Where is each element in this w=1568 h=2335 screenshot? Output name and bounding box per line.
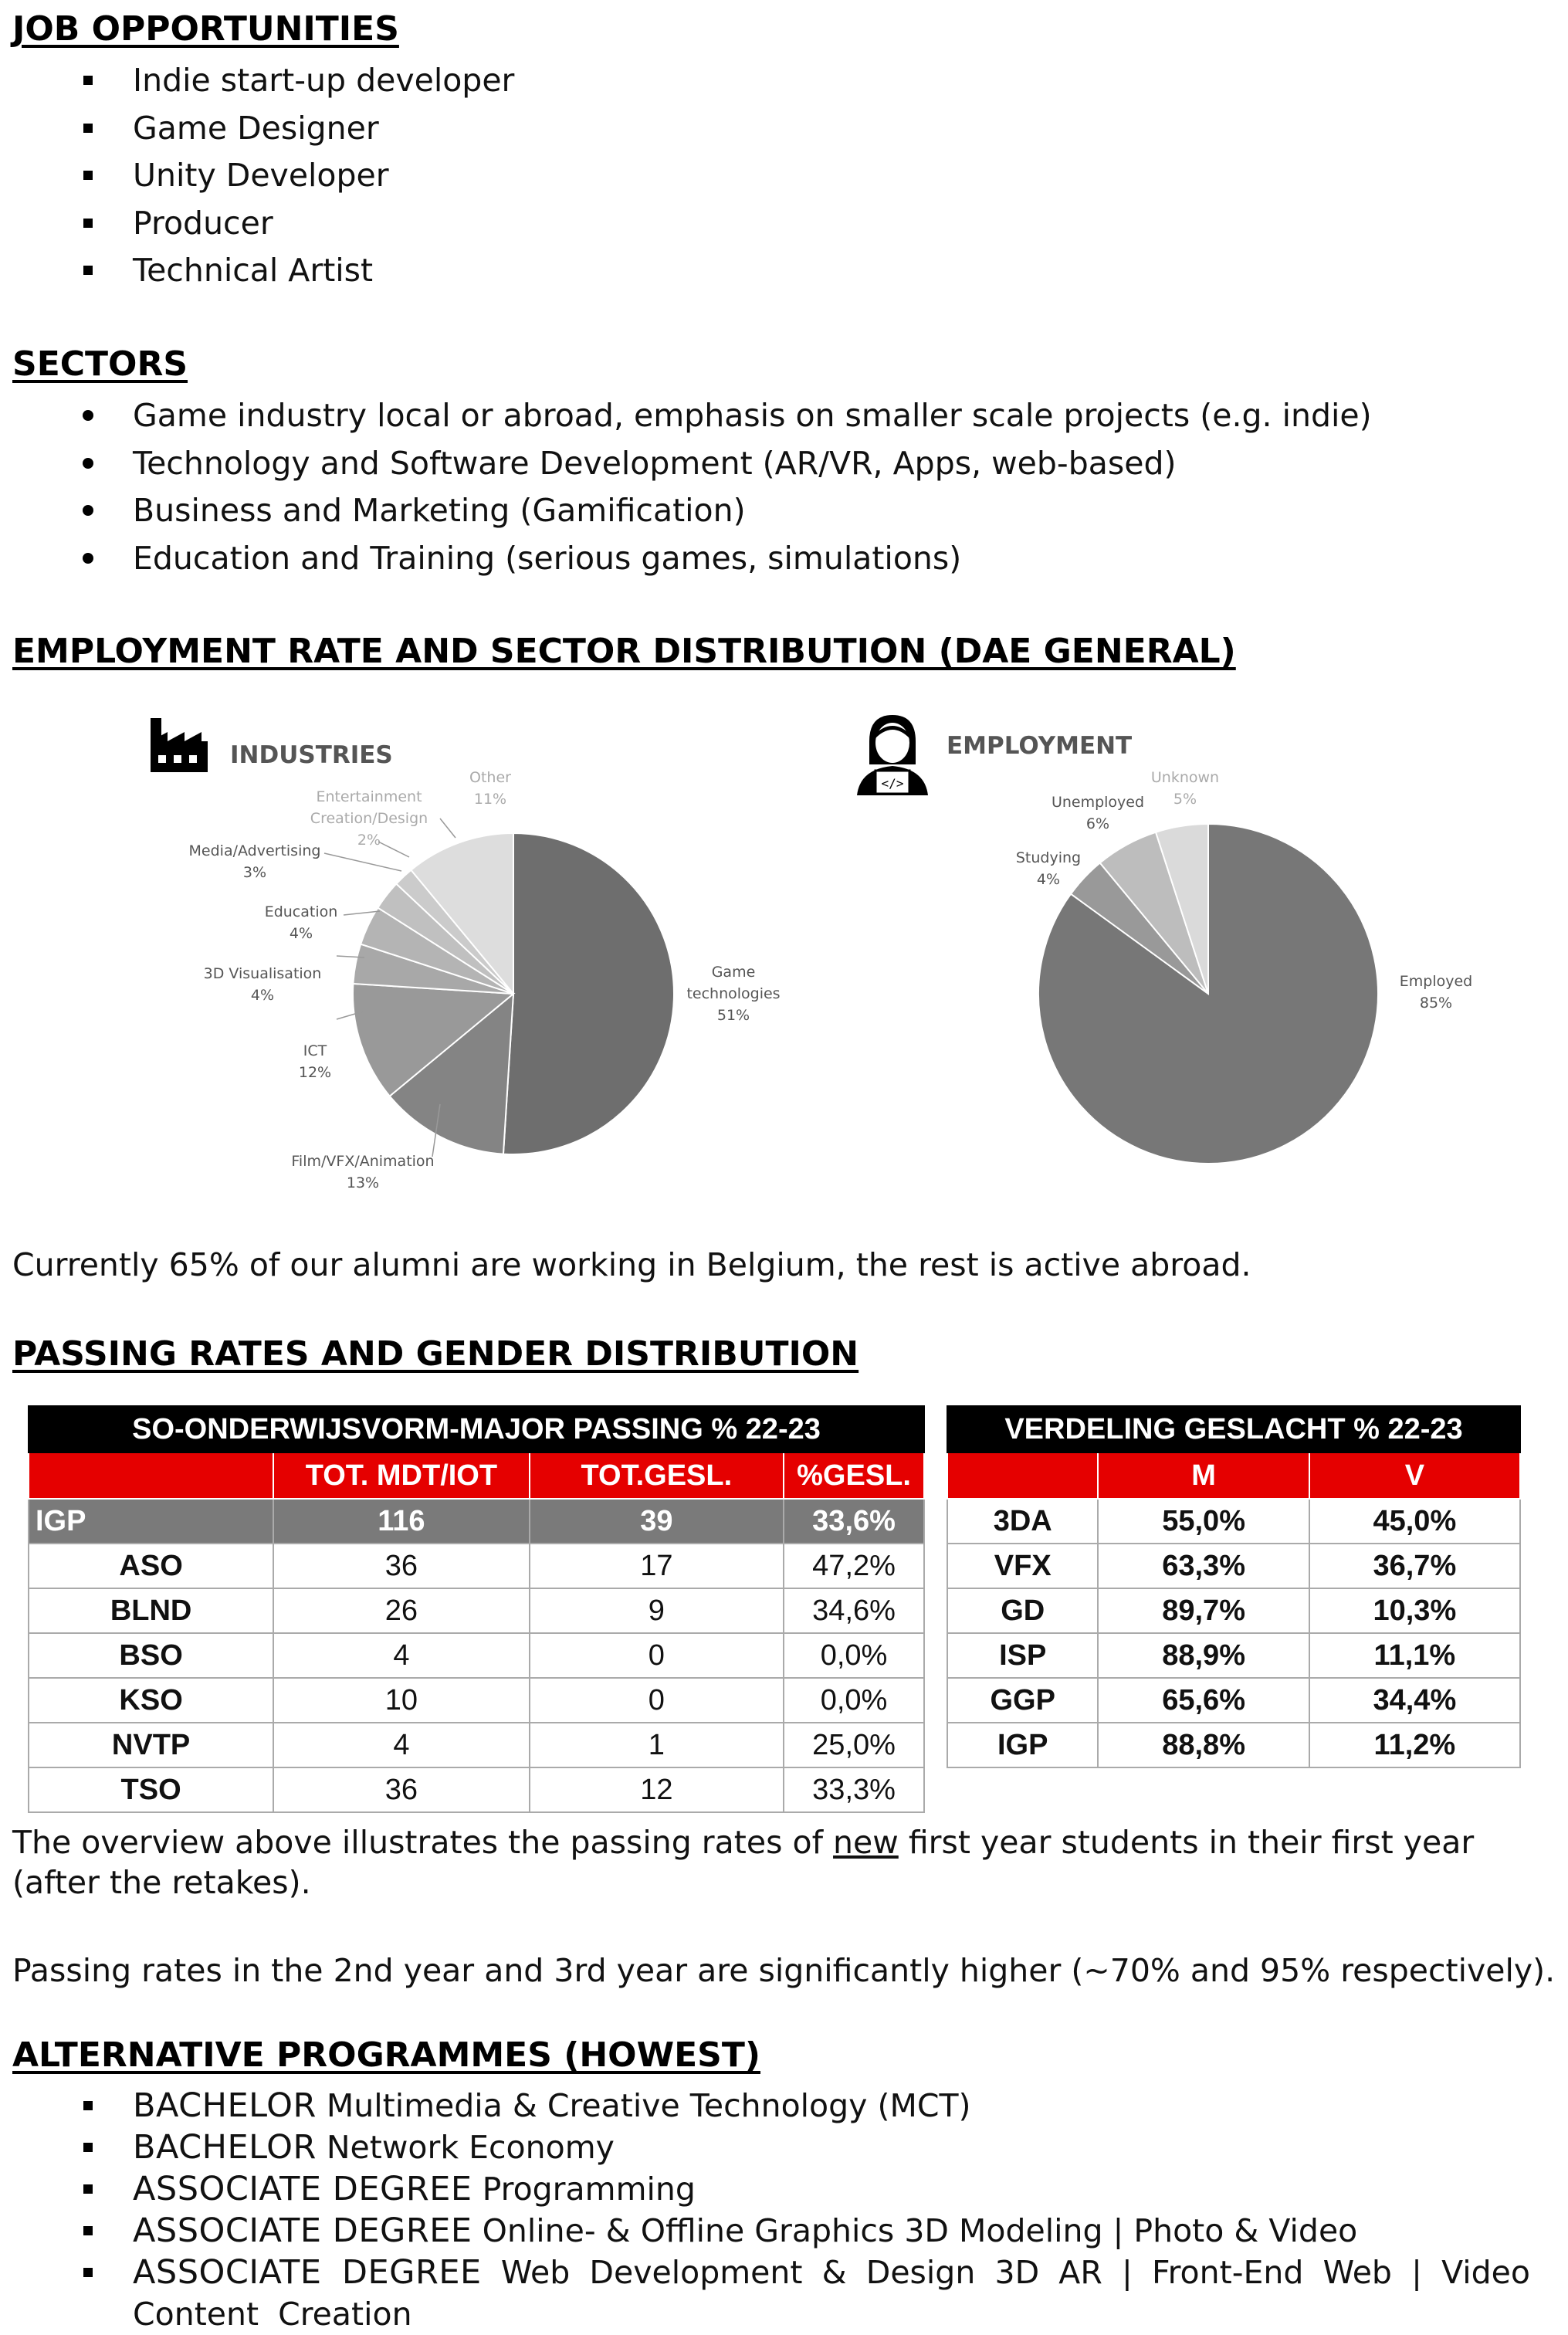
round-bullet-icon xyxy=(83,505,93,516)
sectors-list xyxy=(0,392,1372,582)
pie-label-film-vfx-animation: Film/VFX/Animation 13% xyxy=(291,1153,435,1191)
charts-figure xyxy=(0,679,1568,1205)
table-row: GGP 65,6% 34,4% xyxy=(947,1678,1520,1723)
pie-label-studying: Studying 4% xyxy=(1015,849,1082,888)
higher-rates-paragraph: Passing rates in the 2nd year and 3rd year are significantly higher (~70% and 95% respectively). xyxy=(12,1952,1556,1989)
table-header xyxy=(947,1452,1098,1499)
employment-heading: EMPLOYMENT RATE AND SECTOR DISTRIBUTION (DAE GENERAL) xyxy=(12,632,1236,671)
pie-slice-game-technologies xyxy=(503,833,674,1154)
pie-label-other: Other 11% xyxy=(469,769,511,808)
square-bullet-icon xyxy=(83,219,93,228)
person-laptop-icon xyxy=(857,715,928,795)
list-item: Technical Artist xyxy=(0,247,514,295)
table-header: TOT. MDT/IOT xyxy=(273,1452,529,1499)
leader-line xyxy=(324,853,401,871)
square-bullet-icon xyxy=(83,2101,93,2110)
passing-table-title: SO-ONDERWIJSVORM-MAJOR PASSING % 22-23 xyxy=(29,1406,924,1452)
pie-label-unknown: Unknown 5% xyxy=(1150,769,1220,808)
passing-table xyxy=(28,1405,925,1813)
alternative-list xyxy=(0,2085,1530,2335)
sectors-heading: SECTORS xyxy=(12,344,188,384)
passing-heading: PASSING RATES AND GENDER DISTRIBUTION xyxy=(12,1334,859,1374)
list-item: Indie start-up developer xyxy=(0,57,514,105)
table-row: KSO 10 0 0,0% xyxy=(29,1678,924,1723)
leader-line xyxy=(378,842,409,857)
list-item: BACHELOR Multimedia & Creative Technology (MCT) xyxy=(0,2085,1530,2127)
table-row: GD 89,7% 10,3% xyxy=(947,1588,1520,1633)
list-item: Education and Training (serious games, simulations) xyxy=(0,535,1372,583)
pie-label-ict: ICT 12% xyxy=(298,1042,332,1081)
table-header: M xyxy=(1098,1452,1309,1499)
alumni-note: Currently 65% of our alumni are working in Belgium, the rest is active abroad. xyxy=(12,1246,1251,1283)
employment-chart-title: EMPLOYMENT xyxy=(947,732,1133,760)
industries-pie-chart xyxy=(189,769,781,1191)
round-bullet-icon xyxy=(83,410,93,421)
job-opportunities-heading: JOB OPPORTUNITIES xyxy=(12,9,399,49)
list-item: ASSOCIATE DEGREE Web Development & Design 3D AR | Front-End Web | Video Content Creation xyxy=(0,2252,1530,2335)
square-bullet-icon xyxy=(83,124,93,133)
list-item: ASSOCIATE DEGREE Online- & Offline Graphics 3D Modeling | Photo & Video xyxy=(0,2210,1530,2252)
table-row: VFX 63,3% 36,7% xyxy=(947,1544,1520,1588)
pie-label-education: Education 4% xyxy=(264,903,338,942)
gender-table-title: VERDELING GESLACHT % 22-23 xyxy=(947,1406,1520,1452)
table-row: IGP 116 39 33,6% xyxy=(29,1499,924,1544)
table-row: ISP 88,9% 11,1% xyxy=(947,1633,1520,1678)
table-row: BSO 4 0 0,0% xyxy=(29,1633,924,1678)
table-row: TSO 36 12 33,3% xyxy=(29,1767,924,1812)
gender-table xyxy=(947,1405,1521,1768)
round-bullet-icon xyxy=(83,553,93,564)
industries-chart-title: INDUSTRIES xyxy=(230,741,393,769)
pie-label-media-advertising: Media/Advertising 3% xyxy=(188,842,321,881)
square-bullet-icon xyxy=(83,266,93,275)
square-bullet-icon xyxy=(83,76,93,85)
square-bullet-icon xyxy=(83,2184,93,2194)
list-item: BACHELOR Network Economy xyxy=(0,2127,1530,2168)
pie-label-entertainment-creation-design: Entertainment Creation/Design 2% xyxy=(310,788,428,849)
pie-label-unemployed: Unemployed 6% xyxy=(1051,794,1145,832)
square-bullet-icon xyxy=(83,171,93,180)
square-bullet-icon xyxy=(83,2143,93,2152)
table-header: %GESL. xyxy=(784,1452,924,1499)
table-header: TOT.GESL. xyxy=(530,1452,784,1499)
employment-pie-chart xyxy=(1016,769,1472,1164)
round-bullet-icon xyxy=(83,458,93,469)
pie-label-game-technologies: Game technologies 51% xyxy=(686,964,781,1024)
table-row: BLND 26 9 34,6% xyxy=(29,1588,924,1633)
pie-label-employed: Employed 85% xyxy=(1399,973,1473,1012)
svg-text:</>: </> xyxy=(881,776,904,791)
square-bullet-icon xyxy=(83,2268,93,2277)
table-row: ASO 36 17 47,2% xyxy=(29,1544,924,1588)
list-item: ASSOCIATE DEGREE Programming xyxy=(0,2168,1530,2210)
list-item: Game Designer xyxy=(0,105,514,153)
list-item: Unity Developer xyxy=(0,152,514,200)
factory-icon xyxy=(151,718,208,772)
table-row: IGP 88,8% 11,2% xyxy=(947,1723,1520,1767)
leader-line xyxy=(440,818,455,838)
list-item: Producer xyxy=(0,200,514,248)
table-header xyxy=(29,1452,273,1499)
list-item: Business and Marketing (Gamification) xyxy=(0,487,1372,535)
job-list xyxy=(0,57,514,295)
list-item: Technology and Software Development (AR/VR, Apps, web-based) xyxy=(0,440,1372,488)
square-bullet-icon xyxy=(83,2226,93,2235)
list-item: Game industry local or abroad, emphasis on smaller scale projects (e.g. indie) xyxy=(0,392,1372,440)
overview-paragraph: The overview above illustrates the passing rates of new first year students in their first year (after the retakes). xyxy=(12,1824,1475,1901)
table-row: NVTP 4 1 25,0% xyxy=(29,1723,924,1767)
table-header: V xyxy=(1309,1452,1520,1499)
alternative-heading: ALTERNATIVE PROGRAMMES (HOWEST) xyxy=(12,2035,760,2075)
pie-label-3d-visualisation: 3D Visualisation 4% xyxy=(203,965,322,1004)
table-row: 3DA 55,0% 45,0% xyxy=(947,1499,1520,1544)
